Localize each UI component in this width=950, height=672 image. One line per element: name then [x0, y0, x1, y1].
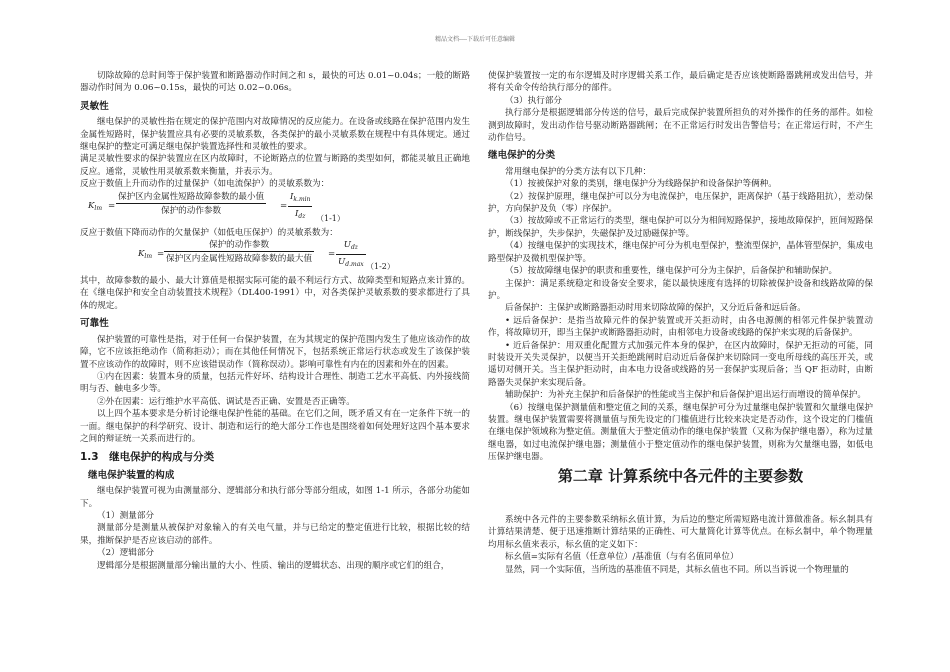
equation-number: （1-2）: [366, 262, 395, 272]
formula-symbol: I: [295, 209, 299, 220]
paragraph: （1）测量部分: [97, 510, 155, 521]
formula-subscript: k.min: [293, 195, 311, 203]
paragraph: 显然，同一个实际值，当所选的基准值不同是，其标幺值也不同。所以当诉说一个物理量的: [505, 564, 849, 575]
paragraph: 测量部分是测量从被保护对象输入的有关电气量，并与已给定的整定值进行比较，根据比较的结果，推断保护是否应该启动的部件。: [80, 523, 470, 546]
formula-subscript: d.max: [345, 261, 364, 269]
formula-1-2: [80, 239, 470, 275]
paragraph: （1）按被保护对象的类别，继电保护分为线路保护和设备保护等俩种。: [505, 179, 777, 190]
formula-symbol: K: [138, 249, 145, 260]
paragraph: 其中，故障参数的最小、最大计算值是根据实际可能的最不利运行方式、故障类型和短路点来计算的。在《继电保护和安全自动装置技术规程》（DL400-1991）中，对各类保护灵敏系数的要求都进行了具体的规定。: [80, 276, 470, 311]
formula-fraction: [164, 239, 314, 266]
intro-paragraph: 切除故障的总时间等于保护装置和断路器动作时间之和 s，最快的可达 0.01~0.04s；一般的断路器动作时间为 0.06~0.15s，最快的可达 0.02~0.06s。: [80, 71, 470, 94]
section-heading-classification: 继电保护的分类: [488, 150, 556, 162]
fraction-numerator: 保护的动作参数: [164, 239, 314, 252]
section-heading-1-3: 1.3 继电保护的构成与分类: [80, 451, 215, 464]
formula-subscript: lm: [94, 204, 103, 212]
paragraph: 满足灵敏性要求的保护装置应在区内故障时，不论断路点的位置与断路的类型如何，都能灵敏且正确地反应。通常，灵敏性用灵敏系数来衡量，并表示为。: [80, 154, 470, 177]
paragraph: 反应于数值上升而动作的过量保护（如电流保护）的灵敏系数为：: [80, 179, 330, 190]
formula-fraction: [116, 191, 266, 218]
equation-number: （1-1）: [316, 213, 345, 223]
paragraph: （2）逻辑部分: [97, 548, 155, 559]
paragraph: （6）按继电保护测量值和整定值之间的关系，继电保护可分为过量继电保护装置和欠量继电保护装置。继电保护装置需要将测量值与预先设定的门槛值进行比较来决定是否动作，这个设定的门槛值在继电保护领域称为整定值。测量值大于整定值动作的继电保护装置（又称为保护继电器），称为过量继电器，如过电流保护继电器；测量值小于整定值动作的继电保护装置，则称为欠量继电器，如低电压保护继电器。: [488, 402, 873, 463]
paragraph: 标幺值=实际有名值（任意单位）/基准值（与有名值同单位）: [505, 552, 739, 563]
paragraph: （4）按继电保护的实现技术，继电保护可分为机电型保护，整流型保护，晶体管型保护，集成电路型保护及微机型保护等。: [488, 241, 873, 264]
paragraph: 辅助保护：为补充主保护和后备保护的性能或当主保护和后备保护退出运行而增设的简单保护。: [505, 390, 866, 401]
paragraph: （5）按故障继电保护的职责和重要性，继电保护可分为主保护，后备保护和辅助保护。: [505, 266, 838, 277]
bullet-paragraph: • 远后备保护：是指当故障元件的保护装置或开关拒动时，由各电源侧的相邻元件保护装置动作，将故障切开，即当主保护或断路器拒动时，由相邻电力设备或线路的保护来实现的后备保护。: [488, 315, 873, 339]
formula-fraction: [288, 191, 312, 224]
paragraph: 继电保护的灵敏性指在规定的保护范围内对故障情况的反应能力。在设备或线路在保护范围内发生金属性短路时，保护装置应具有必要的灵敏系数，各类保护的最小灵敏系数在规程中有具体规定。通过继电保护的整定可满足继电保护装置选择性和灵敏性的要求。: [80, 117, 470, 153]
paragraph: 主保护：满足系统稳定和设备安全要求，能以最快速度有选择的切除被保护设备和线路故障的保护。: [488, 278, 873, 301]
paragraph: 以上四个基本要求是分析讨论继电保护性能的基础。在它们之间，既矛盾又有在一定条件下统一的一面。继电保护的科学研究、设计、制造和运行的绝大部分工作也是围绕着如何处理好这四个基本要求之间的辩证统一关系而进行的。: [80, 409, 470, 444]
subsection-heading-composition: 继电保护装置的构成: [88, 469, 175, 481]
formula-subscript: dz: [298, 213, 306, 221]
paragraph: 使保护装置按一定的布尔逻辑及时序逻辑关系工作，最后确定是否应该使断路器跳闸或发出信号，并将有关命令传给执行部分的部件。: [488, 71, 873, 94]
paragraph: （2）按保护原理，继电保护可以分为电流保护，电压保护，距离保护（基于线路阻抗），差动保护，方向保护及负（零）序保护。: [488, 191, 873, 215]
formula-1-1: [80, 191, 470, 227]
paragraph: （3）按故障或不正常运行的类型，继电保护可以分为相间短路保护，接地故障保护，匝间短路保护，断线保护，失步保护，失磁保护及过励磁保护等。: [488, 216, 873, 239]
paragraph: 反应于数值下降而动作的欠量保护（如低电压保护）的灵敏系数为：: [80, 227, 338, 238]
paragraph: ②外在因素：运行维护水平高低、调试是否正确、安置是否正确等。: [97, 396, 355, 407]
paragraph: （3）执行部分: [505, 95, 563, 106]
formula-symbol: U: [338, 257, 346, 268]
fraction-denominator: 保护区内金属性短路故障参数的最大值: [166, 254, 313, 265]
left-column: [80, 70, 470, 572]
paragraph: 后备保护：主保护或断路器拒动时用来切除故障的保护，又分近后备和远后备。: [505, 303, 806, 314]
chapter-title: 第二章 计算系统中各元件的主要参数: [557, 466, 804, 485]
formula-symbol: K: [88, 200, 95, 211]
formula-symbol: I: [290, 191, 294, 202]
formula-symbol: U: [343, 240, 351, 251]
paragraph: 执行部分是根据逻辑部分传送的信号，最后完成保护装置所担负的对外操作的任务的部件。如检测到故障时，发出动作信号驱动断路器跳闸；在不正常运行时发出告警信号；在正常运行时，不产生动作信号。: [488, 108, 873, 144]
equals-sign: =: [328, 249, 336, 260]
equals-sign: =: [157, 249, 165, 260]
paragraph: 逻辑部分是根据测量部分输出量的大小、性质、输出的逻辑状态、出现的顺序或它们的组合，: [97, 560, 450, 571]
equals-sign: =: [108, 200, 116, 211]
equals-sign: =: [280, 200, 288, 211]
paragraph: 常用继电保护的分类方法有以下几种：: [505, 166, 652, 177]
section-heading-sensitivity: 灵敏性: [80, 100, 109, 112]
formula-subscript: dz: [350, 244, 358, 252]
paragraph: 继电保护装置可视为由测量部分、逻辑部分和执行部分等部分组成，如图 1-1 所示，各部分功能如下。: [80, 486, 470, 509]
page-header: 精品文档----下载后可任意编辑: [434, 36, 516, 43]
paragraph: 系统中各元件的主要参数采纳标幺值计算，为后边的整定所需短路电流计算做准备。标幺制具有计算结果清楚、便于迅速推断计算结果的正确性、可大量简化计算等优点。在标幺制中，单个物理量均用标幺值来表示，标幺值的定义如下：: [488, 515, 873, 550]
right-column: [488, 70, 873, 576]
paragraph: ①内在因素：装置本身的质量，包括元件好坏、结构设计合理性、制造工艺水平高低、内外接线简明与否、触电多少等。: [80, 371, 470, 395]
formula-subscript: lm: [144, 253, 153, 261]
formula-fraction: [336, 239, 366, 272]
section-heading-reliability: 可靠性: [80, 318, 109, 330]
fraction-numerator: 保护区内金属性短路故障参数的最小值: [116, 191, 266, 204]
paragraph: 保护装置的可靠性是指，对于任何一台保护装置，在为其规定的保护范围内发生了他应该动作的故障，它不应该拒绝动作（简称拒动）；而在其他任何情况下，包括系统正常运行状态或发生了该保护装置不应该动作的故障时，则不应该错误动作（简称误动）。影响可靠性有内在的因素和外在的因素。: [80, 334, 470, 370]
bullet-paragraph: • 近后备保护：用双重化配置方式加强元件本身的保护，在区内故障时，保护无拒动的可能，同时装设开关失灵保护，以便当开关拒绝跳闸时启动近后备保护来切除同一变电所母线的高压开关，或遥切对侧开关。当主保护拒动时，由本电力设备或线路的另一套保护实现后备；当 QF 拒动时，由断路器失灵保护来实现后备。: [488, 340, 873, 388]
fraction-denominator: 保护的动作参数: [160, 206, 222, 217]
